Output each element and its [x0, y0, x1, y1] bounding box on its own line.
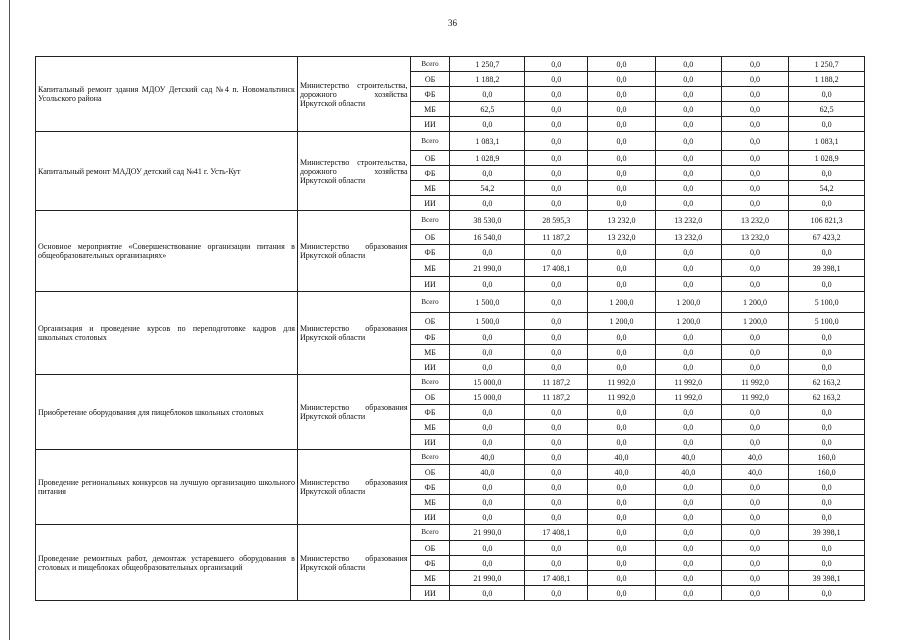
amount-cell: 0,0 [450, 360, 525, 375]
amount-cell: 11 992,0 [655, 390, 721, 405]
amount-cell: 1 200,0 [588, 313, 655, 330]
funding-source: ОБ [410, 313, 450, 330]
amount-cell: 0,0 [588, 57, 655, 72]
responsible-ministry: Министерство образования Иркутской области [297, 450, 410, 525]
total-cell: 62 163,2 [789, 375, 865, 390]
table-row [36, 132, 865, 151]
amount-cell: 0,0 [525, 87, 588, 102]
amount-cell: 0,0 [525, 435, 588, 450]
amount-cell: 0,0 [525, 480, 588, 495]
amount-cell: 0,0 [588, 87, 655, 102]
amount-cell: 0,0 [525, 420, 588, 435]
amount-cell: 0,0 [588, 260, 655, 277]
amount-cell: 21 990,0 [450, 260, 525, 277]
amount-cell: 0,0 [721, 117, 788, 132]
funding-source: МБ [410, 102, 450, 117]
amount-cell: 1 500,0 [450, 313, 525, 330]
amount-cell: 0,0 [525, 245, 588, 260]
activity-name: Проведение региональных конкурсов на лучшую организацию школьного питания [36, 450, 298, 525]
responsible-ministry: Министерство образования Иркутской области [297, 375, 410, 450]
total-cell: 0,0 [789, 166, 865, 181]
amount-cell: 0,0 [450, 330, 525, 345]
amount-cell: 0,0 [525, 151, 588, 166]
amount-cell: 0,0 [450, 196, 525, 211]
amount-cell: 0,0 [655, 480, 721, 495]
funding-source: МБ [410, 420, 450, 435]
amount-cell: 0,0 [721, 525, 788, 541]
amount-cell: 13 232,0 [588, 230, 655, 245]
total-cell: 5 100,0 [789, 292, 865, 313]
amount-cell: 0,0 [588, 196, 655, 211]
page-margin-line [9, 0, 10, 640]
amount-cell: 40,0 [655, 450, 721, 465]
funding-source: ОБ [410, 151, 450, 166]
responsible-ministry: Министерство образования Иркутской области [297, 292, 410, 375]
funding-source: МБ [410, 260, 450, 277]
funding-source: ОБ [410, 230, 450, 245]
responsible-ministry: Министерство строительства, дорожного хозяйства Иркутской области [297, 132, 410, 211]
page-number: 36 [448, 18, 457, 28]
amount-cell: 0,0 [721, 151, 788, 166]
total-cell: 106 821,3 [789, 211, 865, 230]
amount-cell: 0,0 [721, 132, 788, 151]
amount-cell: 0,0 [721, 196, 788, 211]
amount-cell: 0,0 [655, 151, 721, 166]
responsible-ministry: Министерство образования Иркутской области [297, 211, 410, 292]
amount-cell: 0,0 [721, 360, 788, 375]
amount-cell: 0,0 [721, 510, 788, 525]
amount-cell: 17 408,1 [525, 571, 588, 586]
amount-cell: 0,0 [655, 345, 721, 360]
amount-cell: 0,0 [588, 435, 655, 450]
funding-source: ОБ [410, 390, 450, 405]
amount-cell: 0,0 [588, 405, 655, 420]
amount-cell: 13 232,0 [655, 230, 721, 245]
amount-cell: 1 188,2 [450, 72, 525, 87]
amount-cell: 11 992,0 [655, 375, 721, 390]
amount-cell: 0,0 [655, 435, 721, 450]
amount-cell: 0,0 [525, 132, 588, 151]
amount-cell: 0,0 [655, 132, 721, 151]
activity-name: Приобретение оборудования для пищеблоков школьных столовых [36, 375, 298, 450]
amount-cell: 11 187,2 [525, 390, 588, 405]
amount-cell: 0,0 [721, 245, 788, 260]
amount-cell: 13 232,0 [721, 211, 788, 230]
total-cell: 0,0 [789, 541, 865, 556]
total-cell: 67 423,2 [789, 230, 865, 245]
total-cell: 5 100,0 [789, 313, 865, 330]
amount-cell: 0,0 [655, 556, 721, 571]
amount-cell: 0,0 [721, 87, 788, 102]
amount-cell: 0,0 [721, 72, 788, 87]
amount-cell: 0,0 [450, 277, 525, 292]
amount-cell: 0,0 [655, 196, 721, 211]
amount-cell: 1 500,0 [450, 292, 525, 313]
activity-name: Организация и проведение курсов по переподготовке кадров для школьных столовых [36, 292, 298, 375]
amount-cell: 0,0 [588, 495, 655, 510]
amount-cell: 11 187,2 [525, 230, 588, 245]
amount-cell: 0,0 [655, 420, 721, 435]
amount-cell: 0,0 [655, 360, 721, 375]
amount-cell: 0,0 [450, 87, 525, 102]
amount-cell: 28 595,3 [525, 211, 588, 230]
amount-cell: 40,0 [450, 450, 525, 465]
funding-source: ФБ [410, 166, 450, 181]
funding-source: Всего [410, 375, 450, 390]
amount-cell: 0,0 [525, 181, 588, 196]
amount-cell: 0,0 [721, 541, 788, 556]
amount-cell: 0,0 [450, 166, 525, 181]
amount-cell: 0,0 [655, 586, 721, 601]
amount-cell: 0,0 [525, 57, 588, 72]
amount-cell: 0,0 [525, 117, 588, 132]
amount-cell: 0,0 [588, 245, 655, 260]
funding-source: МБ [410, 571, 450, 586]
amount-cell: 40,0 [721, 465, 788, 480]
amount-cell: 1 083,1 [450, 132, 525, 151]
total-cell: 0,0 [789, 480, 865, 495]
amount-cell: 0,0 [721, 405, 788, 420]
table-row [36, 57, 865, 72]
funding-source: ФБ [410, 480, 450, 495]
amount-cell: 11 992,0 [721, 390, 788, 405]
total-cell: 0,0 [789, 510, 865, 525]
activity-name: Капитальный ремонт здания МДОУ Детский сад №4 п. Новомальтинск Усольского района [36, 57, 298, 132]
total-cell: 0,0 [789, 245, 865, 260]
funding-source: ИИ [410, 277, 450, 292]
amount-cell: 0,0 [450, 117, 525, 132]
amount-cell: 0,0 [655, 495, 721, 510]
amount-cell: 15 000,0 [450, 390, 525, 405]
total-cell: 1 188,2 [789, 72, 865, 87]
activity-name: Основное мероприятие «Совершенствование организации питания в общеобразовательных организациях» [36, 211, 298, 292]
amount-cell: 1 200,0 [721, 313, 788, 330]
amount-cell: 0,0 [525, 586, 588, 601]
amount-cell: 0,0 [721, 435, 788, 450]
amount-cell: 0,0 [588, 420, 655, 435]
amount-cell: 0,0 [525, 465, 588, 480]
amount-cell: 0,0 [588, 480, 655, 495]
amount-cell: 0,0 [588, 277, 655, 292]
amount-cell: 11 187,2 [525, 375, 588, 390]
amount-cell: 1 200,0 [721, 292, 788, 313]
amount-cell: 11 992,0 [588, 375, 655, 390]
funding-source: ФБ [410, 330, 450, 345]
activity-name: Капитальный ремонт МАДОУ детский сад №41 г. Усть-Кут [36, 132, 298, 211]
amount-cell: 0,0 [588, 117, 655, 132]
amount-cell: 0,0 [721, 181, 788, 196]
amount-cell: 1 200,0 [588, 292, 655, 313]
funding-source: ИИ [410, 586, 450, 601]
amount-cell: 0,0 [450, 541, 525, 556]
amount-cell: 0,0 [588, 102, 655, 117]
total-cell: 62,5 [789, 102, 865, 117]
amount-cell: 1 200,0 [655, 313, 721, 330]
amount-cell: 0,0 [588, 166, 655, 181]
funding-source: ИИ [410, 510, 450, 525]
amount-cell: 0,0 [588, 556, 655, 571]
amount-cell: 0,0 [721, 420, 788, 435]
amount-cell: 1 250,7 [450, 57, 525, 72]
amount-cell: 1 200,0 [655, 292, 721, 313]
amount-cell: 0,0 [588, 132, 655, 151]
funding-source: ФБ [410, 245, 450, 260]
amount-cell: 0,0 [655, 260, 721, 277]
amount-cell: 0,0 [655, 166, 721, 181]
amount-cell: 0,0 [655, 277, 721, 292]
funding-source: ФБ [410, 405, 450, 420]
amount-cell: 13 232,0 [588, 211, 655, 230]
amount-cell: 0,0 [721, 571, 788, 586]
amount-cell: 0,0 [450, 245, 525, 260]
amount-cell: 40,0 [450, 465, 525, 480]
amount-cell: 0,0 [721, 495, 788, 510]
amount-cell: 0,0 [450, 345, 525, 360]
table-row [36, 292, 865, 313]
amount-cell: 0,0 [721, 277, 788, 292]
funding-source: МБ [410, 495, 450, 510]
amount-cell: 0,0 [588, 72, 655, 87]
funding-source: ОБ [410, 541, 450, 556]
amount-cell: 0,0 [450, 556, 525, 571]
amount-cell: 0,0 [525, 330, 588, 345]
amount-cell: 0,0 [525, 495, 588, 510]
amount-cell: 0,0 [525, 450, 588, 465]
amount-cell: 40,0 [588, 450, 655, 465]
amount-cell: 0,0 [655, 57, 721, 72]
amount-cell: 0,0 [525, 72, 588, 87]
total-cell: 1 028,9 [789, 151, 865, 166]
amount-cell: 0,0 [721, 166, 788, 181]
table-row [36, 375, 865, 390]
total-cell: 0,0 [789, 87, 865, 102]
total-cell: 1 250,7 [789, 57, 865, 72]
amount-cell: 21 990,0 [450, 571, 525, 586]
amount-cell: 1 028,9 [450, 151, 525, 166]
amount-cell: 13 232,0 [655, 211, 721, 230]
total-cell: 62 163,2 [789, 390, 865, 405]
amount-cell: 0,0 [450, 405, 525, 420]
total-cell: 1 083,1 [789, 132, 865, 151]
total-cell: 0,0 [789, 360, 865, 375]
amount-cell: 0,0 [655, 330, 721, 345]
amount-cell: 0,0 [721, 57, 788, 72]
amount-cell: 0,0 [588, 330, 655, 345]
total-cell: 0,0 [789, 495, 865, 510]
amount-cell: 62,5 [450, 102, 525, 117]
funding-source: ОБ [410, 465, 450, 480]
amount-cell: 0,0 [525, 102, 588, 117]
amount-cell: 21 990,0 [450, 525, 525, 541]
amount-cell: 11 992,0 [588, 390, 655, 405]
amount-cell: 0,0 [721, 102, 788, 117]
amount-cell: 0,0 [450, 480, 525, 495]
funding-source: Всего [410, 132, 450, 151]
amount-cell: 0,0 [655, 541, 721, 556]
amount-cell: 0,0 [721, 345, 788, 360]
amount-cell: 13 232,0 [721, 230, 788, 245]
funding-source: Всего [410, 211, 450, 230]
total-cell: 0,0 [789, 345, 865, 360]
amount-cell: 0,0 [655, 102, 721, 117]
funding-source: Всего [410, 450, 450, 465]
amount-cell: 0,0 [525, 556, 588, 571]
total-cell: 0,0 [789, 330, 865, 345]
amount-cell: 11 992,0 [721, 375, 788, 390]
amount-cell: 0,0 [655, 405, 721, 420]
total-cell: 39 398,1 [789, 260, 865, 277]
funding-source: ФБ [410, 87, 450, 102]
amount-cell: 0,0 [655, 72, 721, 87]
amount-cell: 0,0 [588, 586, 655, 601]
amount-cell: 40,0 [721, 450, 788, 465]
amount-cell: 0,0 [655, 571, 721, 586]
amount-cell: 0,0 [588, 360, 655, 375]
amount-cell: 0,0 [655, 525, 721, 541]
total-cell: 0,0 [789, 556, 865, 571]
total-cell: 0,0 [789, 196, 865, 211]
total-cell: 0,0 [789, 420, 865, 435]
funding-source: ИИ [410, 435, 450, 450]
responsible-ministry: Министерство образования Иркутской области [297, 525, 410, 601]
amount-cell: 0,0 [525, 345, 588, 360]
amount-cell: 0,0 [721, 556, 788, 571]
funding-source: ИИ [410, 360, 450, 375]
table-row [36, 525, 865, 541]
amount-cell: 0,0 [450, 586, 525, 601]
activity-name: Проведение ремонтных работ, демонтаж устаревшего оборудования в столовых и пищеблоках общеобразовательных организаций [36, 525, 298, 601]
funding-source: Всего [410, 57, 450, 72]
amount-cell: 0,0 [588, 541, 655, 556]
amount-cell: 0,0 [525, 166, 588, 181]
amount-cell: 0,0 [525, 360, 588, 375]
total-cell: 160,0 [789, 450, 865, 465]
amount-cell: 40,0 [588, 465, 655, 480]
funding-source: Всего [410, 292, 450, 313]
total-cell: 0,0 [789, 586, 865, 601]
amount-cell: 0,0 [525, 196, 588, 211]
funding-table [35, 56, 865, 601]
amount-cell: 0,0 [450, 435, 525, 450]
table-row [36, 450, 865, 465]
amount-cell: 0,0 [588, 510, 655, 525]
total-cell: 0,0 [789, 405, 865, 420]
amount-cell: 0,0 [655, 87, 721, 102]
amount-cell: 0,0 [655, 181, 721, 196]
amount-cell: 0,0 [450, 420, 525, 435]
amount-cell: 0,0 [721, 330, 788, 345]
funding-source: ИИ [410, 196, 450, 211]
amount-cell: 0,0 [588, 151, 655, 166]
table-row [36, 211, 865, 230]
total-cell: 54,2 [789, 181, 865, 196]
amount-cell: 0,0 [525, 292, 588, 313]
total-cell: 0,0 [789, 435, 865, 450]
amount-cell: 0,0 [655, 245, 721, 260]
funding-source: ИИ [410, 117, 450, 132]
funding-source: Всего [410, 525, 450, 541]
amount-cell: 0,0 [588, 345, 655, 360]
total-cell: 39 398,1 [789, 571, 865, 586]
amount-cell: 0,0 [655, 510, 721, 525]
funding-source: МБ [410, 181, 450, 196]
amount-cell: 0,0 [525, 541, 588, 556]
amount-cell: 0,0 [721, 586, 788, 601]
amount-cell: 0,0 [588, 571, 655, 586]
amount-cell: 15 000,0 [450, 375, 525, 390]
amount-cell: 16 540,0 [450, 230, 525, 245]
total-cell: 39 398,1 [789, 525, 865, 541]
funding-source: ОБ [410, 72, 450, 87]
amount-cell: 17 408,1 [525, 260, 588, 277]
amount-cell: 0,0 [450, 495, 525, 510]
amount-cell: 0,0 [588, 181, 655, 196]
amount-cell: 0,0 [655, 117, 721, 132]
amount-cell: 17 408,1 [525, 525, 588, 541]
amount-cell: 40,0 [655, 465, 721, 480]
amount-cell: 54,2 [450, 181, 525, 196]
amount-cell: 0,0 [525, 277, 588, 292]
amount-cell: 0,0 [525, 405, 588, 420]
amount-cell: 38 530,0 [450, 211, 525, 230]
funding-source: МБ [410, 345, 450, 360]
amount-cell: 0,0 [721, 480, 788, 495]
amount-cell: 0,0 [525, 510, 588, 525]
amount-cell: 0,0 [588, 525, 655, 541]
total-cell: 0,0 [789, 277, 865, 292]
total-cell: 160,0 [789, 465, 865, 480]
total-cell: 0,0 [789, 117, 865, 132]
amount-cell: 0,0 [450, 510, 525, 525]
funding-source: ФБ [410, 556, 450, 571]
responsible-ministry: Министерство строительства, дорожного хозяйства Иркутской области [297, 57, 410, 132]
amount-cell: 0,0 [525, 313, 588, 330]
amount-cell: 0,0 [721, 260, 788, 277]
